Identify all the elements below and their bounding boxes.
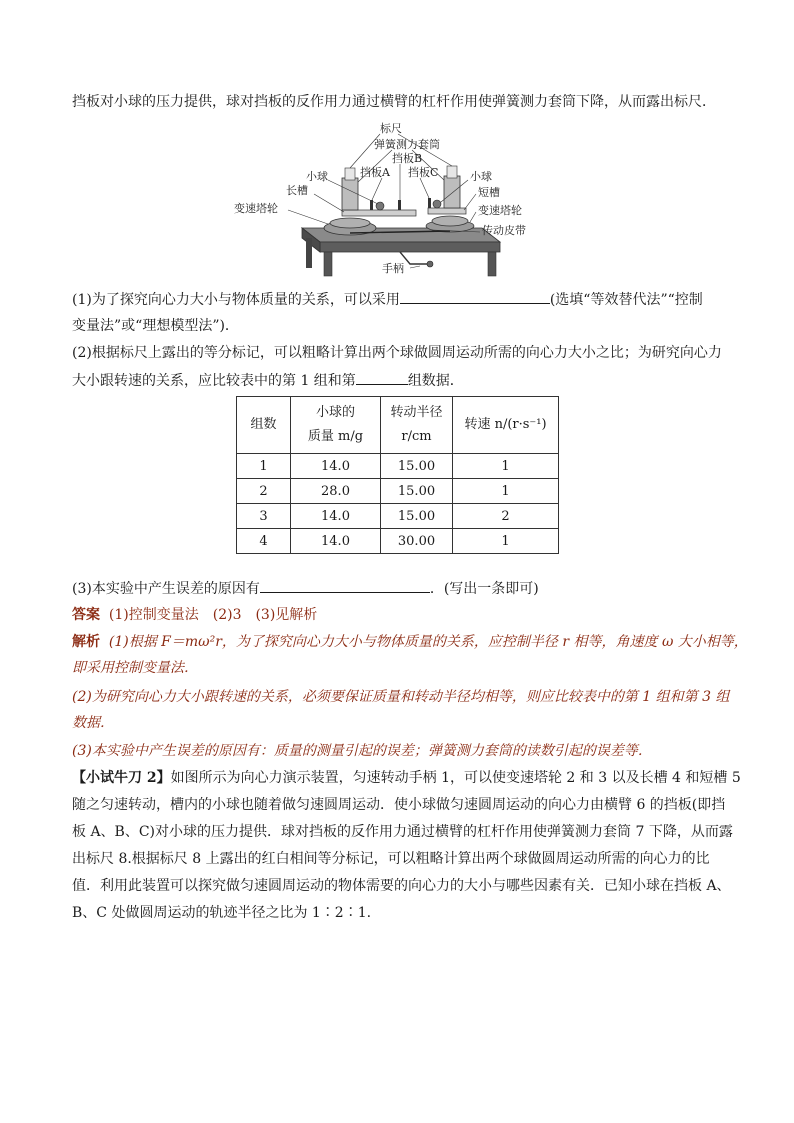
table-row: 1 14.0 15.00 1 xyxy=(237,454,559,479)
header-radius: 转动半径 r/cm xyxy=(381,397,453,454)
base-front xyxy=(320,242,500,252)
short-groove xyxy=(428,208,466,214)
table-row: 4 14.0 30.00 1 xyxy=(237,529,559,554)
answer-text: (1)控制变量法 (2)3 (3)见解析 xyxy=(108,607,318,623)
spring-sleeve-left xyxy=(342,178,358,210)
leg-back-left xyxy=(306,238,312,268)
leg-front-right xyxy=(488,252,496,276)
practice-line-4: 出标尺 8.根据标尺 8 上露出的红白相间等分标记，可以粗略计算出两个球做圆周运动所需的向心力的比 xyxy=(72,851,710,867)
question-2-line-2: 大小跟转速的关系，应比较表中的第 1 组和第 组数据． xyxy=(72,370,464,391)
practice-line-1: 【小试牛刀 2】如图所示为向心力演示装置，匀速转动手柄 1，可以使变速塔轮 2 和 3 以及长槽 4 和短槽 5 xyxy=(72,770,741,786)
header-mass: 小球的 质量 m/g xyxy=(291,397,381,454)
analysis-label: 解析 xyxy=(72,634,100,650)
label-baffle-b: 挡板B xyxy=(392,152,423,165)
leg-front-left xyxy=(324,252,332,276)
ball-right xyxy=(433,200,441,208)
handle-crank xyxy=(400,252,428,264)
analysis-line-4: 数据． xyxy=(72,715,114,731)
label-short-groove: 短槽 xyxy=(478,186,500,199)
label-spring-sleeve: 弹簧测力套筒 xyxy=(374,138,440,151)
long-groove xyxy=(342,210,416,216)
header-group: 组数 xyxy=(237,397,291,454)
question-3-line: (3)本实验中产生误差的原因有 ．(写出一条即可) xyxy=(72,578,539,599)
label-baffle-c: 挡板C xyxy=(408,166,439,179)
practice-line-5: 值．利用此装置可以探究做匀速圆周运动的物体需要的向心力的大小与哪些因素有关．已知小球在挡板 A、 xyxy=(72,878,731,894)
centripetal-apparatus-figure xyxy=(232,120,552,280)
practice-tag: 【小试牛刀 2】 xyxy=(72,770,171,786)
answer-blank-2[interactable] xyxy=(356,370,408,385)
table-header-row xyxy=(237,397,559,454)
ruler-left xyxy=(345,168,355,180)
analysis-line-2: 即采用控制变量法． xyxy=(72,660,198,676)
label-baffle-a: 挡板A xyxy=(360,166,390,179)
question-1-line-1: (1)为了探究向心力大小与物体质量的关系，可以采用 (选填“等效替代法”“控制 xyxy=(72,289,703,310)
baffle-b xyxy=(398,200,401,210)
label-ruler: 标尺 xyxy=(380,122,402,135)
practice-line-2: 随之匀速转动，槽内的小球也随着做匀速圆周运动．使小球做匀速圆周运动的向心力由横臂 6 的挡板(即挡 xyxy=(72,797,726,813)
question-1-line-2: 变量法”或“理想模型法”)． xyxy=(72,318,239,334)
answer-blank-1[interactable] xyxy=(400,289,550,304)
label-tower-wheel-left: 变速塔轮 xyxy=(234,202,278,215)
label-ball-left: 小球 xyxy=(306,170,328,183)
intro-line: 挡板对小球的压力提供，球对挡板的反作用力通过横臂的杠杆作用使弹簧测力套筒下降，从而露出标尺． xyxy=(72,94,716,110)
answer-blank-3[interactable] xyxy=(260,578,430,593)
analysis-line-3: (2)为研究向心力大小跟转速的关系，必须要保证质量和转动半径均相等，则应比较表中的第 1 组和第 3 组 xyxy=(72,689,730,705)
table-row: 2 28.0 15.00 1 xyxy=(237,479,559,504)
ruler-right xyxy=(447,166,457,178)
baffle-c xyxy=(428,198,431,208)
table-row: 3 14.0 15.00 2 xyxy=(237,504,559,529)
answer-line xyxy=(72,605,317,625)
data-table xyxy=(236,396,559,554)
label-handle: 手柄 xyxy=(382,262,404,275)
label-tower-wheel-right: 变速塔轮 xyxy=(478,204,522,217)
ball-left xyxy=(376,202,384,210)
answer-label: 答案 xyxy=(72,607,100,623)
question-2-line-1: (2)根据标尺上露出的等分标记，可以粗略计算出两个球做圆周运动所需的向心力大小之比；为研究向心力 xyxy=(72,345,722,361)
practice-line-6: B、C 处做圆周运动的轨迹半径之比为 1∶2∶1. xyxy=(72,905,372,921)
label-long-groove: 长槽 xyxy=(286,184,308,197)
analysis-line-1: 解析 (1)根据 F＝mω²r，为了探究向心力大小与物体质量的关系，应控制半径 r 相等，角速度 ω 大小相等， xyxy=(72,634,748,650)
label-ball-right: 小球 xyxy=(470,170,492,183)
spring-sleeve-right xyxy=(444,176,460,208)
analysis-line-5: (3)本实验中产生误差的原因有：质量的测量引起的误差；弹簧测力套筒的读数引起的误差等． xyxy=(72,743,652,759)
label-belt: 传动皮带 xyxy=(482,224,526,237)
practice-line-3: 板 A、B、C)对小球的压力提供．球对挡板的反作用力通过横臂的杠杆作用使弹簧测力套筒 7 下降，从而露 xyxy=(72,824,733,840)
header-speed: 转速 n/(r·s⁻¹) xyxy=(453,397,559,454)
